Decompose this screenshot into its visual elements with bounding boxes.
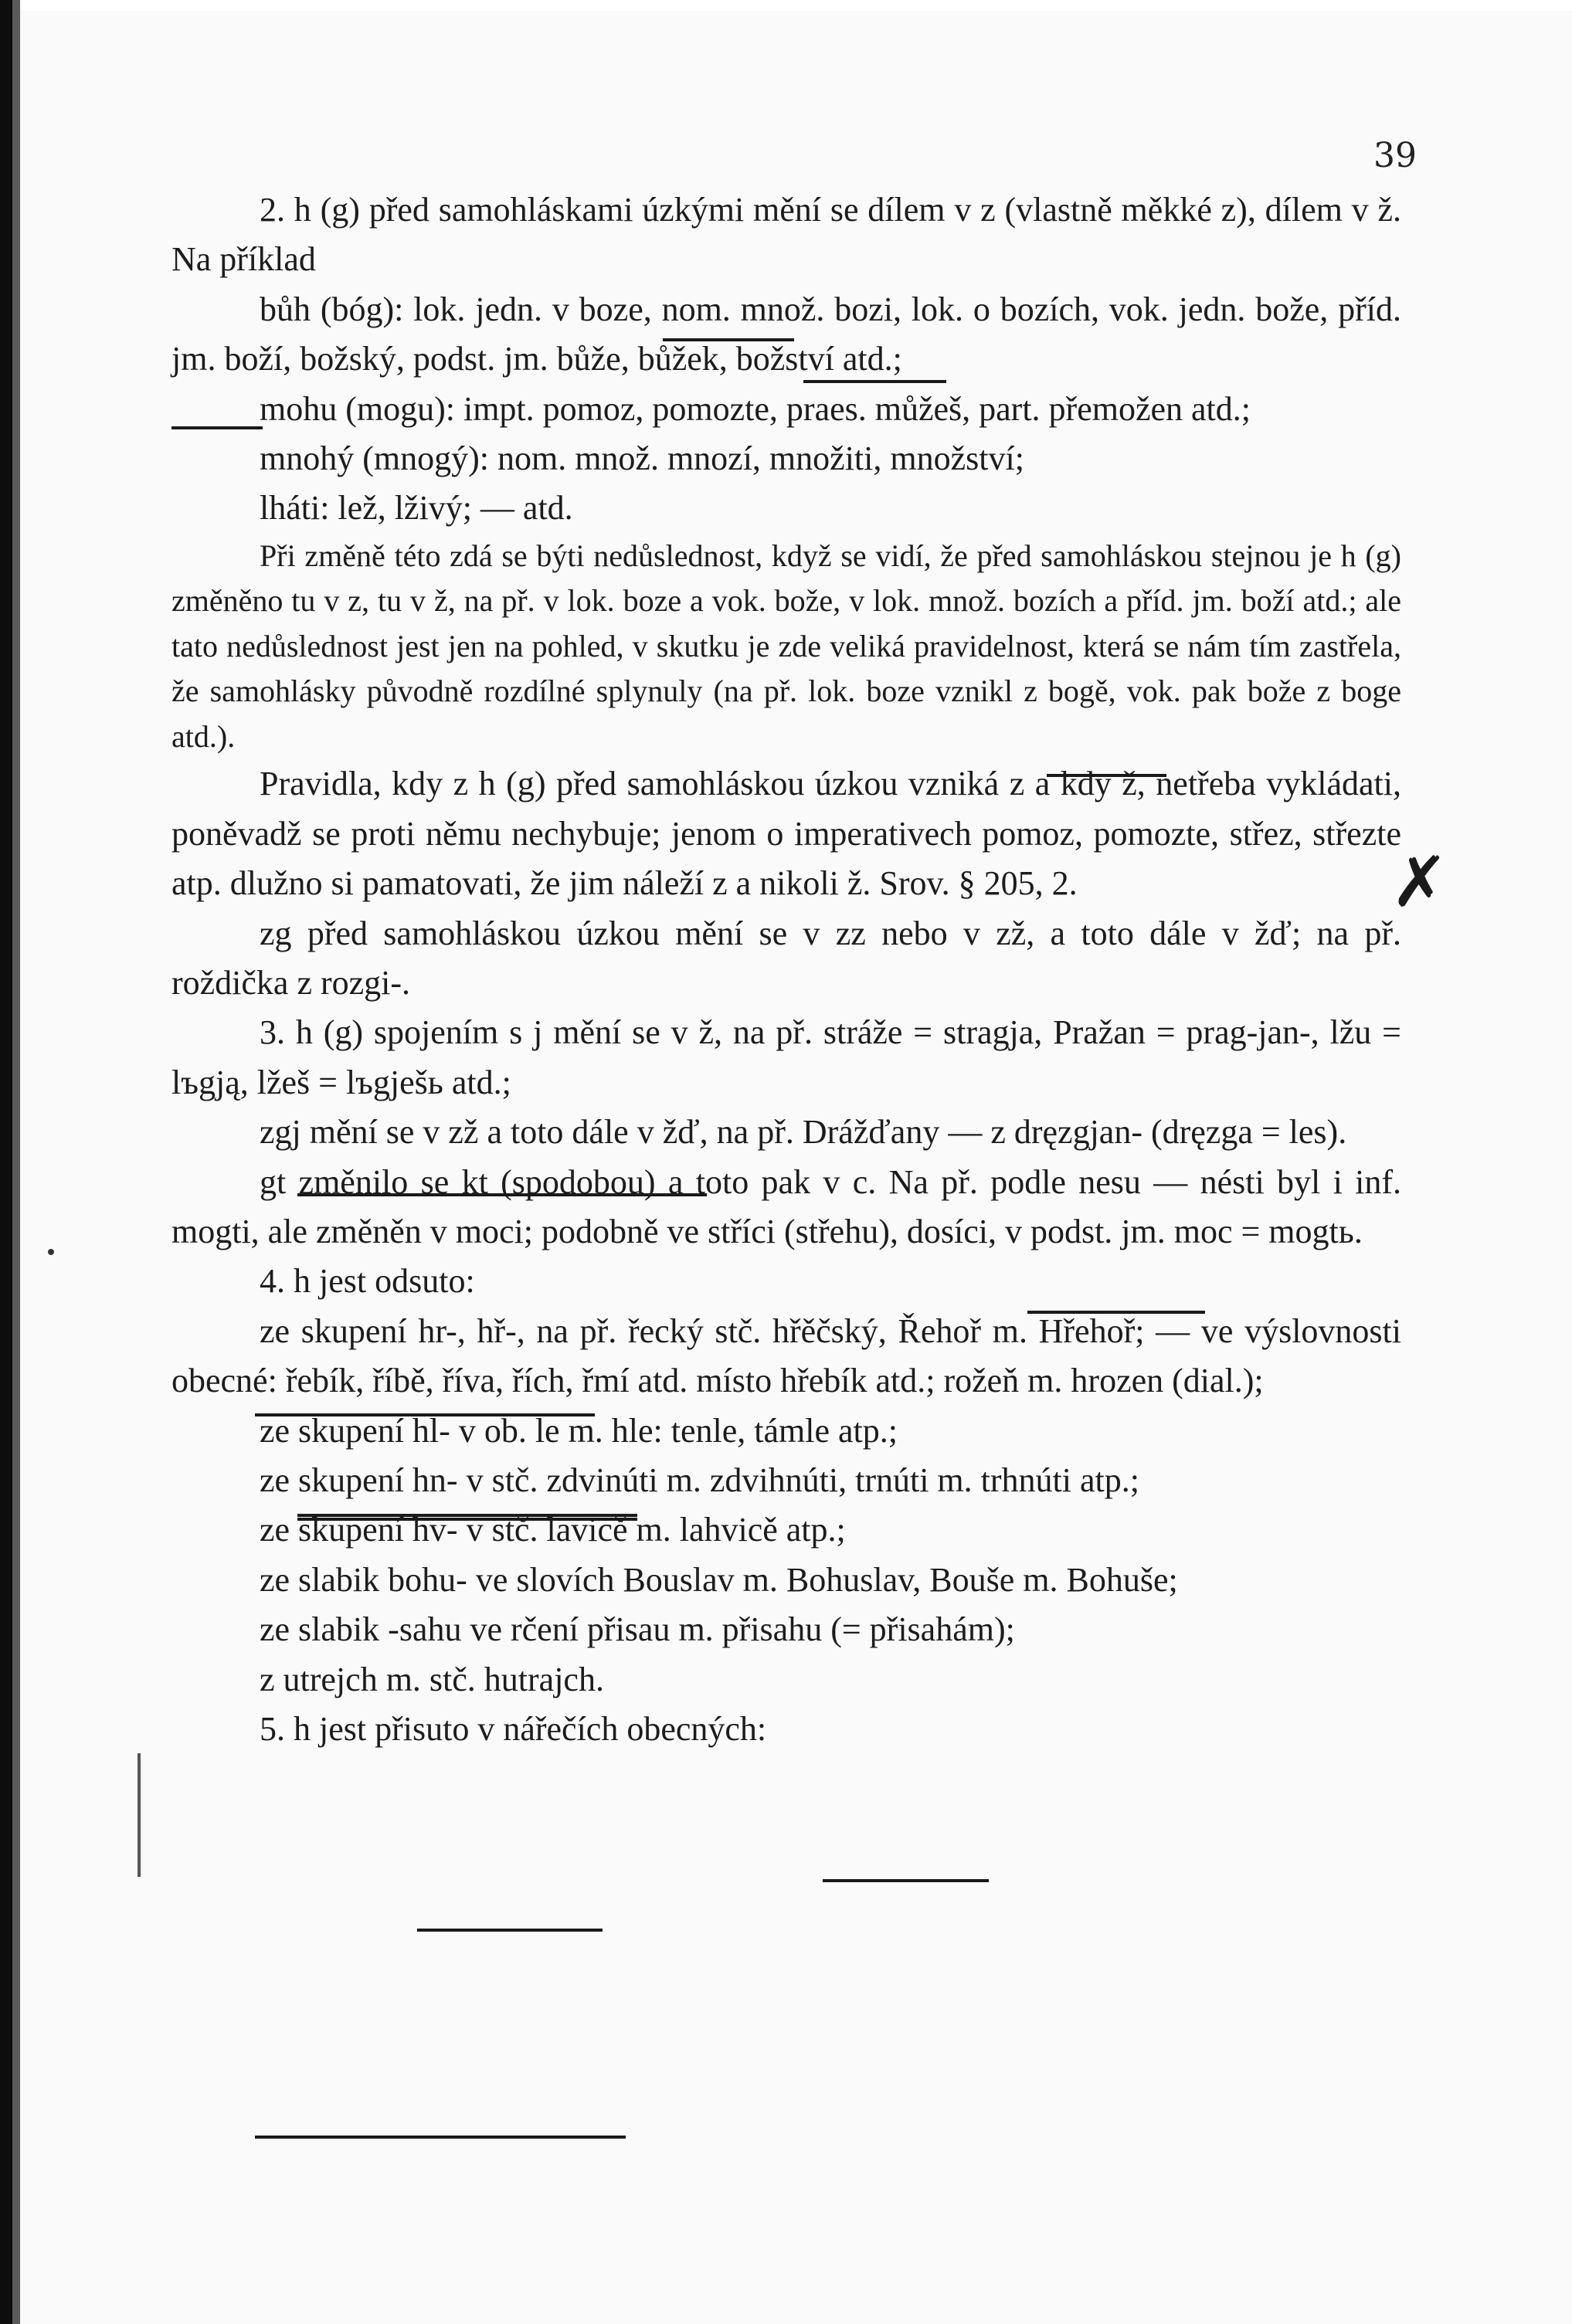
pen-underline [255, 1413, 595, 1416]
margin-mark [138, 1753, 141, 1877]
margin-dot [48, 1249, 54, 1255]
paragraph-5: 5. h jest přisuto v nářečích obecných: [260, 1710, 767, 1749]
paragraph-bohu: ze slabik bohu- ve slovích Bouslav m. Bohuslav, Bouše m. Bohuše; [260, 1560, 1178, 1599]
page-number: 39 [1373, 136, 1417, 175]
pen-underline [417, 1929, 603, 1932]
paragraph-mohu: mohu (mogu): impt. pomoz, pomozte, praes. můžeš, part. přemožen atd.; [260, 389, 1251, 428]
pen-strikethrough [297, 1193, 707, 1196]
paragraph-4: 4. h jest odsuto: [260, 1262, 475, 1301]
paragraph-utrejch: z utrejch m. stč. hutrajch. [260, 1660, 604, 1698]
paragraph-buh: bůh (bóg): lok. jedn. v boze, nom. množ. bozi, lok. o bozích, vok. jedn. bože, příd. jm. boží, božský, podst. jm. bůže, bůžek, božství atd.; [171, 290, 1401, 378]
pen-underline [297, 1518, 637, 1521]
paragraph-zgj: zgj mění se v zž a toto dále v žď, na př. Drážďany — z dręzgjan- (dręzga = les). [260, 1113, 1347, 1152]
pen-underline [803, 380, 946, 383]
paragraph-pravidla: Pravidla, kdy z h (g) před samohláskou úzkou vzniká z a kdy ž, netřeba vykládati, poněvadž se proti němu nechybuje; jenom o imperativech pomoz, pomozte, střez, střezte atp. dlužno si pamatovati, že jim náleží z a nikoli ž. Srov. § 205, 2. [171, 765, 1401, 903]
pen-underline [823, 1879, 989, 1882]
paragraph-gt: gt změnilo se kt (spodobou) a toto pak v c. Na př. podle nesu — nésti byl i inf. mogti, ale změněn v moci; podobně ve stříci (střehu), dosíci, v podst. jm. moc = mogtь. [171, 1162, 1401, 1250]
paragraph-zg: zg před samohláskou úzkou mění se v zz nebo v zž, a toto dále v žď; na př. roždička z rozgi-. [171, 914, 1401, 1002]
paragraph-mnohy: mnohý (mnogý): nom. množ. mnozí, množiti, množství; [260, 439, 1024, 478]
scan-edge-shadow [12, 0, 20, 2324]
paragraph-hr: ze skupení hr-, hř-, na př. řecký stč. hřěčský, Řehoř m. Hřehoř; — ve výslovnosti obecné: řebík, říbě, říva, řích, řmí atd. místo hřebík atd.; rožeň m. hrozen (dial.); [171, 1311, 1401, 1400]
pen-cross-mark: ✗ [1390, 842, 1449, 923]
pen-underline [1027, 1311, 1205, 1314]
pen-strikethrough [297, 1514, 637, 1517]
paragraph-2: 2. h (g) před samohláskami úzkými mění se dílem v z (vlastně měkké z), dílem v ž. Na příklad [171, 191, 1401, 279]
pen-underline [663, 338, 794, 341]
paragraph-sahu: ze slabik -sahu ve rčení přisau m. přisahu (= přisahám); [260, 1610, 1015, 1649]
paragraph-3: 3. h (g) spojením s j mění se v ž, na př. stráže = stragja, Pražan = prag-jan-, lžu = lъgją, lžeš = lъgješь atd.; [171, 1013, 1401, 1101]
paragraph-hl: ze skupení hl- v ob. le m. hle: tenle, támle atp.; [260, 1411, 898, 1450]
paragraph-hv: ze skupení hv- v stč. lavicě m. lahvicě atp.; [260, 1511, 846, 1549]
paragraph-lhati: lháti: lež, lživý; — atd. [260, 489, 573, 528]
scan-edge [0, 0, 12, 2324]
pen-underline [255, 2136, 626, 2139]
pen-strikethrough [1047, 774, 1166, 777]
paragraph-note: Při změně této zdá se býti nedůslednost, když se vidí, že před samohláskou stejnou je h (g) změněno tu v z, tu v ž, na př. v lok. boze a vok. bože, v lok. množ. bozích a příd. jm. boží atd.; ale tato nedůslednost jest jen na pohled, v skutku je zde veliká pravidelnost, která se nám tím zastřela, že samohlásky původně rozdílné splynuly (na př. lok. boze vznikl z bogě, vok. pak bože z boge atd.). [171, 538, 1401, 754]
paragraph-hn: ze skupení hn- v stč. zdvinúti m. zdvihnúti, trnúti m. trhnúti atp.; [260, 1461, 1139, 1500]
pen-underline [171, 426, 263, 429]
